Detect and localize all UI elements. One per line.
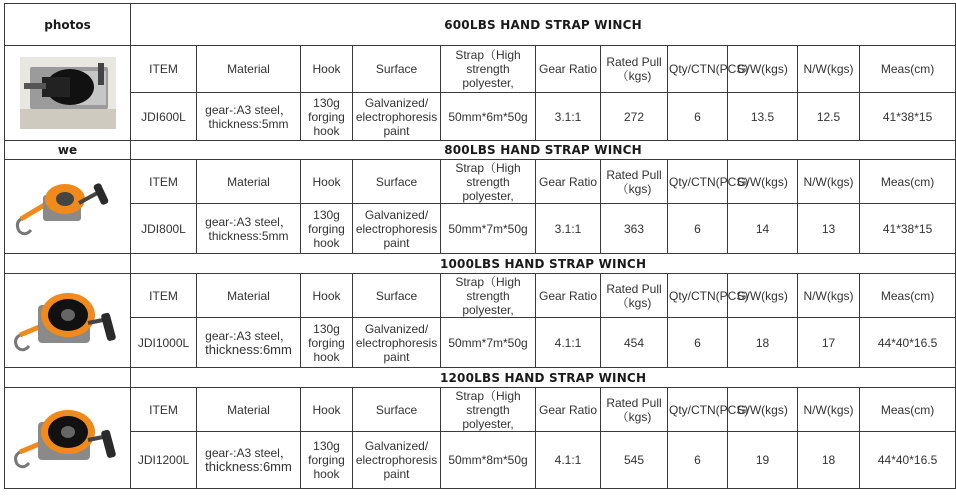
product-photo (5, 388, 131, 489)
header-row (5, 46, 956, 93)
header-qty: Qty/CTN(PCS) (668, 46, 728, 93)
header-row (5, 160, 956, 204)
header-gw: G/W(kgs) (728, 274, 798, 318)
header-item: ITEM (131, 46, 197, 93)
meas-value: 41*38*15 (860, 204, 956, 254)
value-row (5, 432, 956, 489)
item-code: JDI1200L (131, 432, 197, 489)
header-hook: Hook (301, 160, 353, 204)
header-gear-ratio: Gear Ratio (536, 274, 601, 318)
header-nw: N/W(kgs) (798, 160, 860, 204)
header-qty: Qty/CTN(PCS) (668, 388, 728, 432)
product-photo (5, 46, 131, 141)
strap-value: 50mm*6m*50g (441, 93, 536, 141)
header-gear-ratio: Gear Ratio (536, 388, 601, 432)
value-row (5, 204, 956, 254)
strap-winch-photo-large (10, 396, 126, 480)
hook-value: 130g forging hook (301, 93, 353, 141)
meas-value: 41*38*15 (860, 93, 956, 141)
material-cell (197, 204, 301, 254)
qty-value: 6 (668, 432, 728, 489)
material-line-2: thickness:5mm (208, 228, 289, 243)
header-rated-pull: Rated Pull（kgs) (601, 274, 668, 318)
strap-winch-photo-orange (13, 167, 123, 247)
header-surface: Surface (353, 160, 441, 204)
header-rated-pull: Rated Pull（kgs) (601, 46, 668, 93)
photos-label: photos (5, 4, 131, 46)
material-cell (197, 318, 301, 368)
header-strap: Strap（High strength polyester, (441, 388, 536, 432)
header-material: Material (197, 388, 301, 432)
gw-value: 18 (728, 318, 798, 368)
item-code: JDI600L (131, 93, 197, 141)
header-strap: Strap（High strength polyester, (441, 160, 536, 204)
qty-value: 6 (668, 204, 728, 254)
strap-value: 50mm*7m*50g (441, 204, 536, 254)
material-line-1: gear-:A3 steel， (205, 102, 292, 117)
product-photo (5, 160, 131, 254)
header-hook: Hook (301, 274, 353, 318)
header-meas: Meas(cm) (860, 274, 956, 318)
hook-value: 130g forging hook (301, 204, 353, 254)
surface-value: Galvanized/ electrophoresis paint (353, 318, 441, 368)
nw-value: 12.5 (798, 93, 860, 141)
qty-value: 6 (668, 318, 728, 368)
material-line-1: gear-:A3 steel， (205, 214, 292, 229)
strap-winch-photo-large (10, 279, 126, 363)
gw-value: 13.5 (728, 93, 798, 141)
product-title: 600LBS HAND STRAP WINCH (131, 4, 956, 46)
strap-winch-photo-small (20, 57, 116, 129)
nw-value: 13 (798, 204, 860, 254)
strap-value: 50mm*7m*50g (441, 318, 536, 368)
header-item: ITEM (131, 388, 197, 432)
header-nw: N/W(kgs) (798, 274, 860, 318)
surface-value: Galvanized/ electrophoresis paint (353, 204, 441, 254)
header-gw: G/W(kgs) (728, 388, 798, 432)
side-blank (5, 368, 131, 388)
header-item: ITEM (131, 160, 197, 204)
header-hook: Hook (301, 46, 353, 93)
gear-ratio-value: 4.1:1 (536, 432, 601, 489)
material-cell (197, 432, 301, 489)
material-line-2: thickness:5mm (208, 116, 289, 131)
product-title-row (5, 254, 956, 274)
meas-value: 44*40*16.5 (860, 318, 956, 368)
meas-value: 44*40*16.5 (860, 432, 956, 489)
header-surface: Surface (353, 46, 441, 93)
header-gw: G/W(kgs) (728, 46, 798, 93)
value-row (5, 318, 956, 368)
side-blank (5, 254, 131, 274)
header-rated-pull: Rated Pull（kgs) (601, 160, 668, 204)
product-title-row (5, 368, 956, 388)
hook-value: 130g forging hook (301, 318, 353, 368)
spec-sheet-table (4, 3, 956, 489)
header-nw: N/W(kgs) (798, 388, 860, 432)
header-meas: Meas(cm) (860, 160, 956, 204)
surface-value: Galvanized/ electrophoresis paint (353, 93, 441, 141)
rated-pull-value: 272 (601, 93, 668, 141)
nw-value: 17 (798, 318, 860, 368)
product-title: 800LBS HAND STRAP WINCH (131, 141, 956, 160)
we-label: we (5, 141, 131, 160)
header-material: Material (197, 274, 301, 318)
header-qty: Qty/CTN(PCS) (668, 160, 728, 204)
header-row (5, 274, 956, 318)
header-material: Material (197, 46, 301, 93)
value-row (5, 93, 956, 141)
qty-value: 6 (668, 93, 728, 141)
header-surface: Surface (353, 388, 441, 432)
header-strap: Strap（High strength polyester, (441, 274, 536, 318)
nw-value: 18 (798, 432, 860, 489)
header-meas: Meas(cm) (860, 46, 956, 93)
rated-pull-value: 454 (601, 318, 668, 368)
header-gw: G/W(kgs) (728, 160, 798, 204)
gear-ratio-value: 4.1:1 (536, 318, 601, 368)
header-surface: Surface (353, 274, 441, 318)
header-gear-ratio: Gear Ratio (536, 160, 601, 204)
header-qty: Qty/CTN(PCS) (668, 274, 728, 318)
hook-value: 130g forging hook (301, 432, 353, 489)
product-photo (5, 274, 131, 368)
header-material: Material (197, 160, 301, 204)
rated-pull-value: 545 (601, 432, 668, 489)
header-gear-ratio: Gear Ratio (536, 46, 601, 93)
item-code: JDI1000L (131, 318, 197, 368)
surface-value: Galvanized/ electrophoresis paint (353, 432, 441, 489)
header-hook: Hook (301, 388, 353, 432)
header-item: ITEM (131, 274, 197, 318)
gw-value: 14 (728, 204, 798, 254)
material-cell (197, 93, 301, 141)
gear-ratio-value: 3.1:1 (536, 93, 601, 141)
material-line-1: gear-:A3 steel， (205, 328, 292, 343)
header-rated-pull: Rated Pull（kgs) (601, 388, 668, 432)
item-code: JDI800L (131, 204, 197, 254)
header-nw: N/W(kgs) (798, 46, 860, 93)
material-line-2: thickness:6mm (205, 459, 292, 474)
product-title-row (5, 141, 956, 160)
product-title: 1000LBS HAND STRAP WINCH (131, 254, 956, 274)
strap-value: 50mm*8m*50g (441, 432, 536, 489)
product-title-row (5, 4, 956, 46)
header-meas: Meas(cm) (860, 388, 956, 432)
header-row (5, 388, 956, 432)
gw-value: 19 (728, 432, 798, 489)
header-strap: Strap（High strength polyester, (441, 46, 536, 93)
product-title: 1200LBS HAND STRAP WINCH (131, 368, 956, 388)
material-line-2: thickness:6mm (205, 341, 292, 357)
rated-pull-value: 363 (601, 204, 668, 254)
gear-ratio-value: 3.1:1 (536, 204, 601, 254)
material-line-1: gear-:A3 steel， (205, 446, 292, 460)
